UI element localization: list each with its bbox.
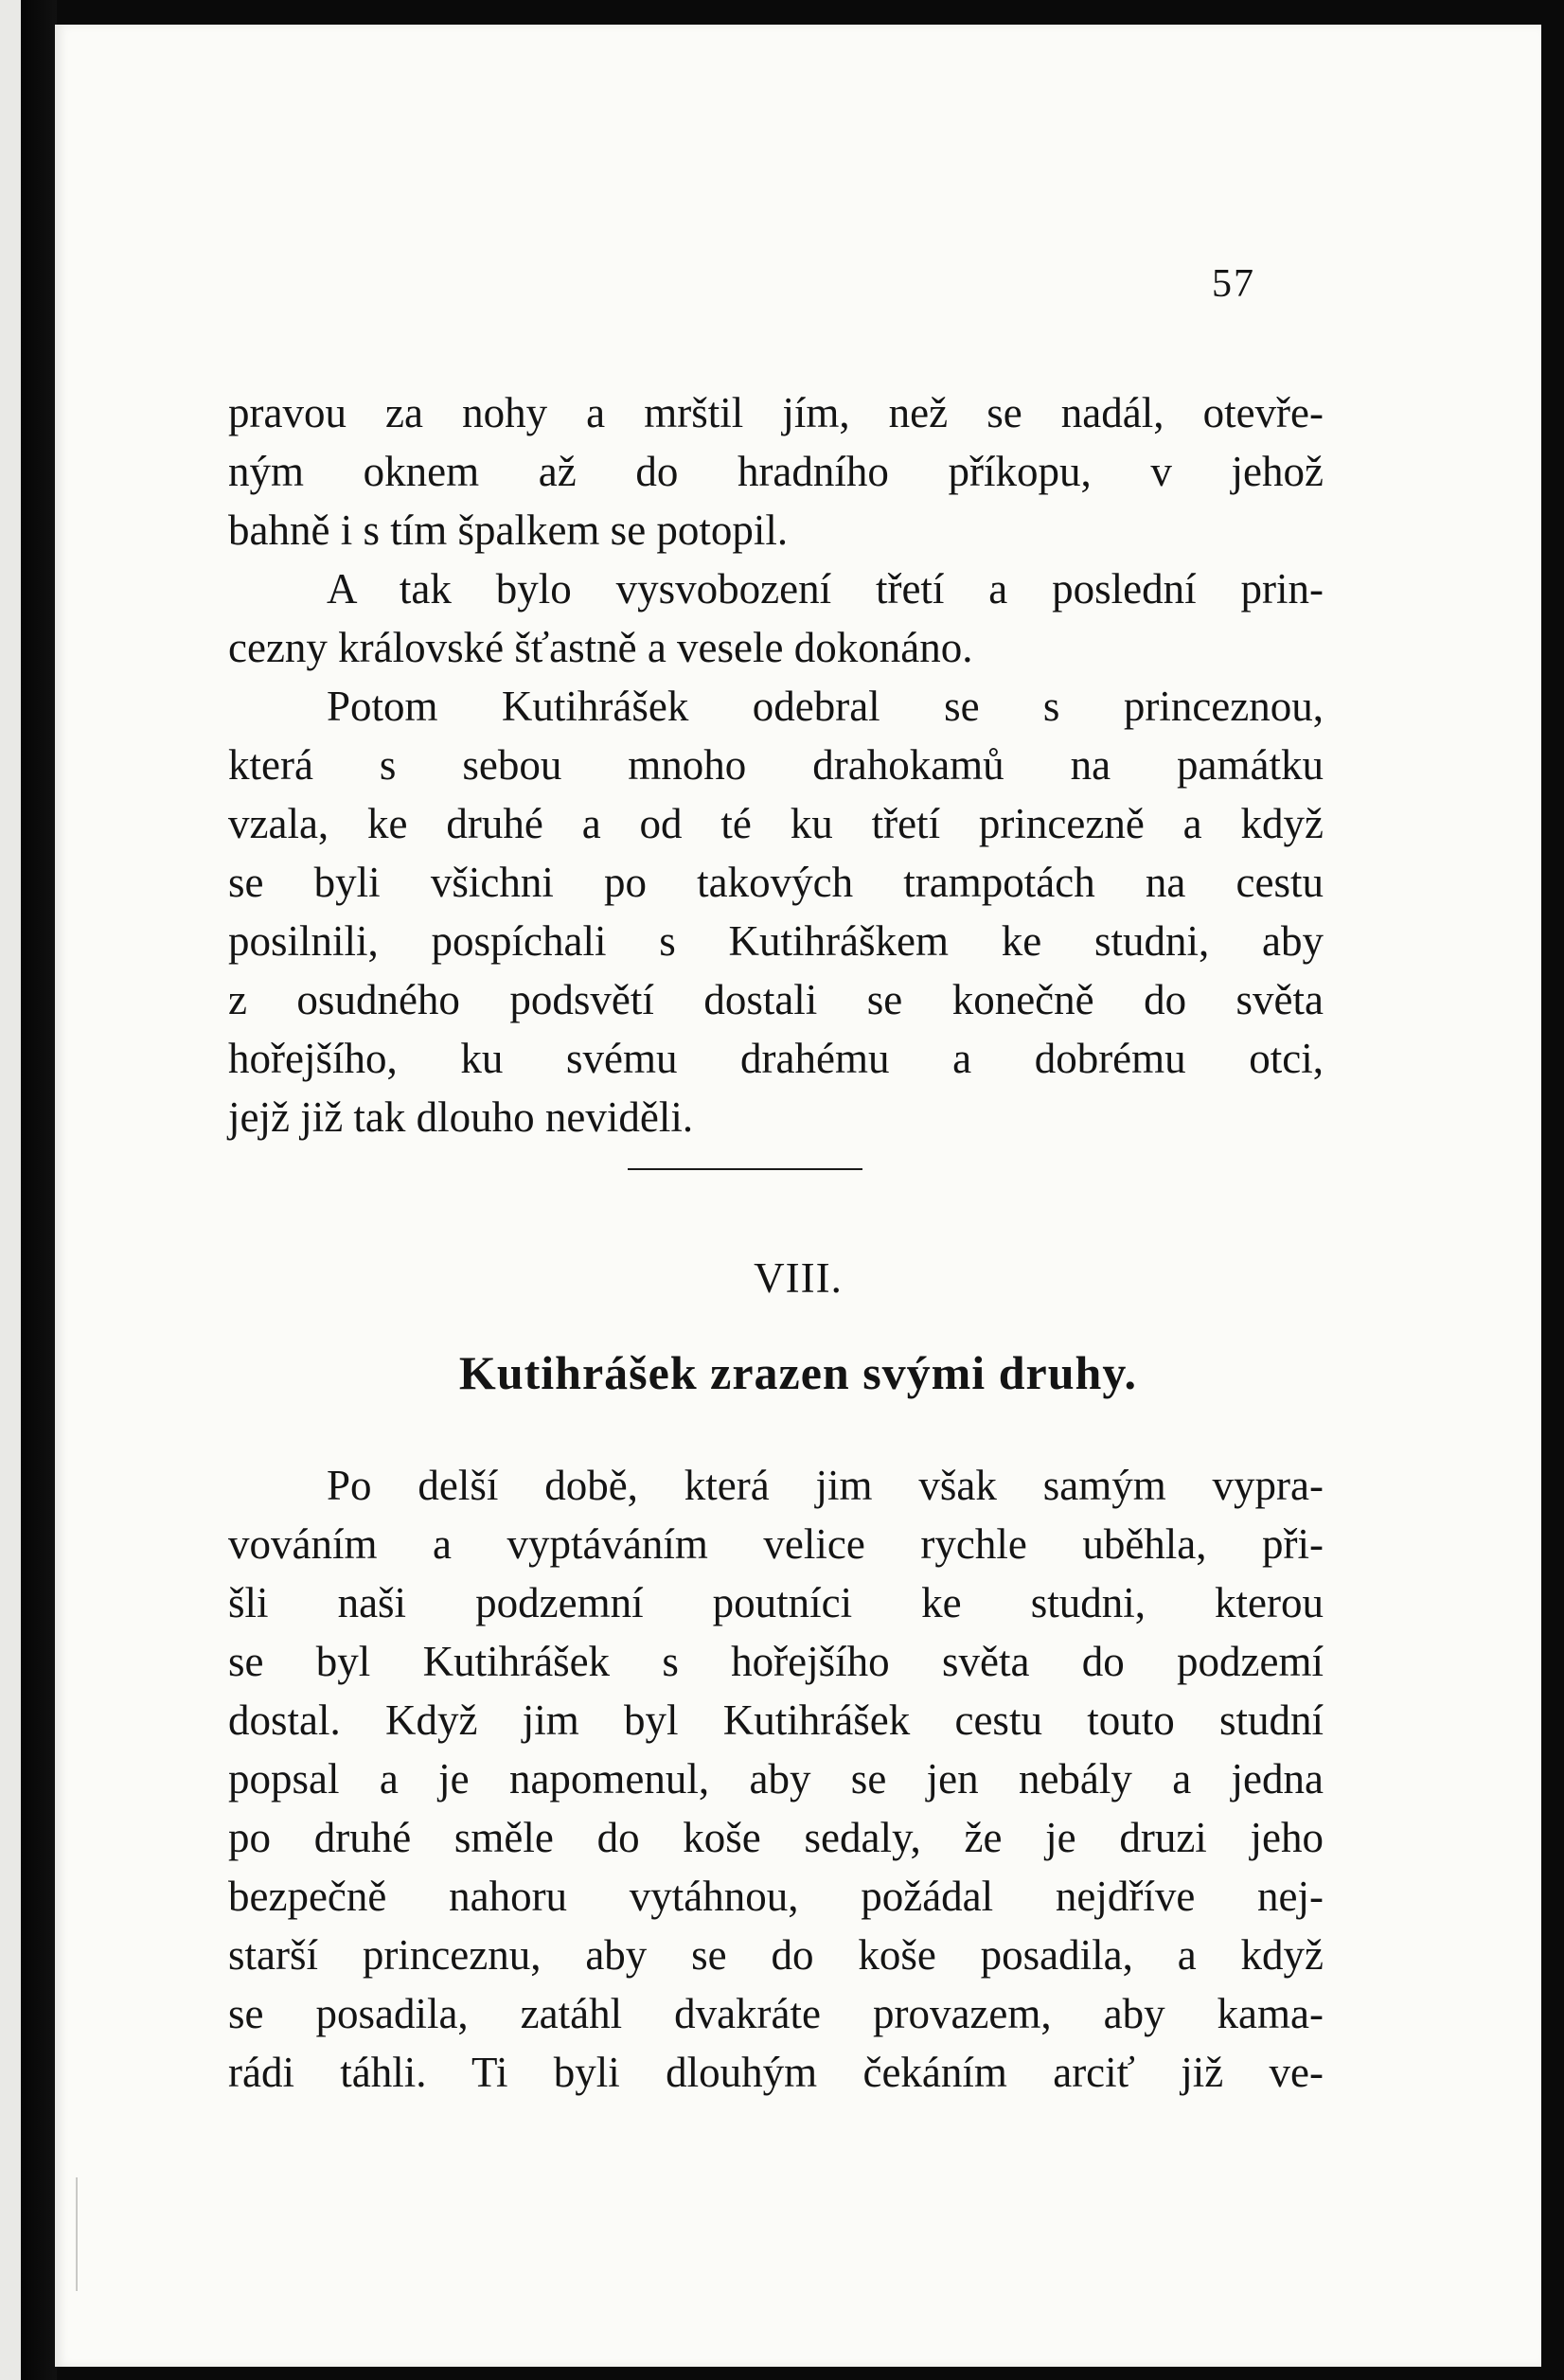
text-line: hořejšího, ku svému drahému a dobrému otci, xyxy=(228,1035,1324,1082)
text-line: starší princeznu, aby se do koše posadila, a když xyxy=(228,1931,1324,1979)
text-line: šli naši podzemní poutníci ke studni, kterou xyxy=(228,1579,1324,1626)
text-line: která s sebou mnoho drahokamů na památku xyxy=(228,741,1324,789)
text-line: jejž již tak dlouho neviděli. xyxy=(228,1093,694,1141)
page-number: 57 xyxy=(1212,262,1255,306)
chapter-number: VIII. xyxy=(754,1254,843,1302)
book-page xyxy=(55,25,1541,2367)
section-divider xyxy=(628,1168,862,1170)
binding-shadow xyxy=(21,0,57,2380)
chapter-title: Kutihrášek zrazen svými druhy. xyxy=(458,1346,1138,1399)
text-line: vzala, ke druhé a od té ku třetí princezně a když xyxy=(228,800,1324,847)
scan-margin-mark xyxy=(76,2177,78,2291)
text-line: se posadila, zatáhl dvakráte provazem, aby kama- xyxy=(228,1990,1324,2037)
text-line: vováním a vyptáváním velice rychle uběhla, při- xyxy=(228,1520,1324,1568)
text-line: rádi táhli. Ti byli dlouhým čekáním arciť již ve- xyxy=(228,2049,1324,2096)
text-line: pravou za nohy a mrštil jím, než se nadál, otevře- xyxy=(228,389,1324,436)
text-line: bezpečně nahoru vytáhnou, požádal nejdříve nej- xyxy=(228,1873,1324,1920)
text-line: A tak bylo vysvobození třetí a poslední prin- xyxy=(327,565,1324,613)
text-line: se byli všichni po takových trampotách na cestu xyxy=(228,859,1324,906)
text-line: cezny královské šťastně a vesele dokonáno. xyxy=(228,624,973,671)
text-line: bahně i s tím špalkem se potopil. xyxy=(228,506,789,554)
text-line: popsal a je napomenul, aby se jen nebály a jedna xyxy=(228,1755,1324,1803)
text-line: Po delší době, která jim však samým vypra- xyxy=(327,1462,1324,1509)
text-line: dostal. Když jim byl Kutihrášek cestu touto studní xyxy=(228,1696,1324,1744)
text-line: posilnili, pospíchali s Kutihráškem ke studni, aby xyxy=(228,917,1324,965)
text-line: Potom Kutihrášek odebral se s princeznou, xyxy=(327,683,1324,730)
text-line: po druhé směle do koše sedaly, že je druzi jeho xyxy=(228,1814,1324,1861)
text-line: se byl Kutihrášek s hořejšího světa do podzemí xyxy=(228,1638,1324,1685)
text-line: ným oknem až do hradního příkopu, v jehož xyxy=(228,448,1324,495)
previous-page-edge xyxy=(0,0,21,2380)
text-line: z osudného podsvětí dostali se konečně do světa xyxy=(228,976,1324,1023)
